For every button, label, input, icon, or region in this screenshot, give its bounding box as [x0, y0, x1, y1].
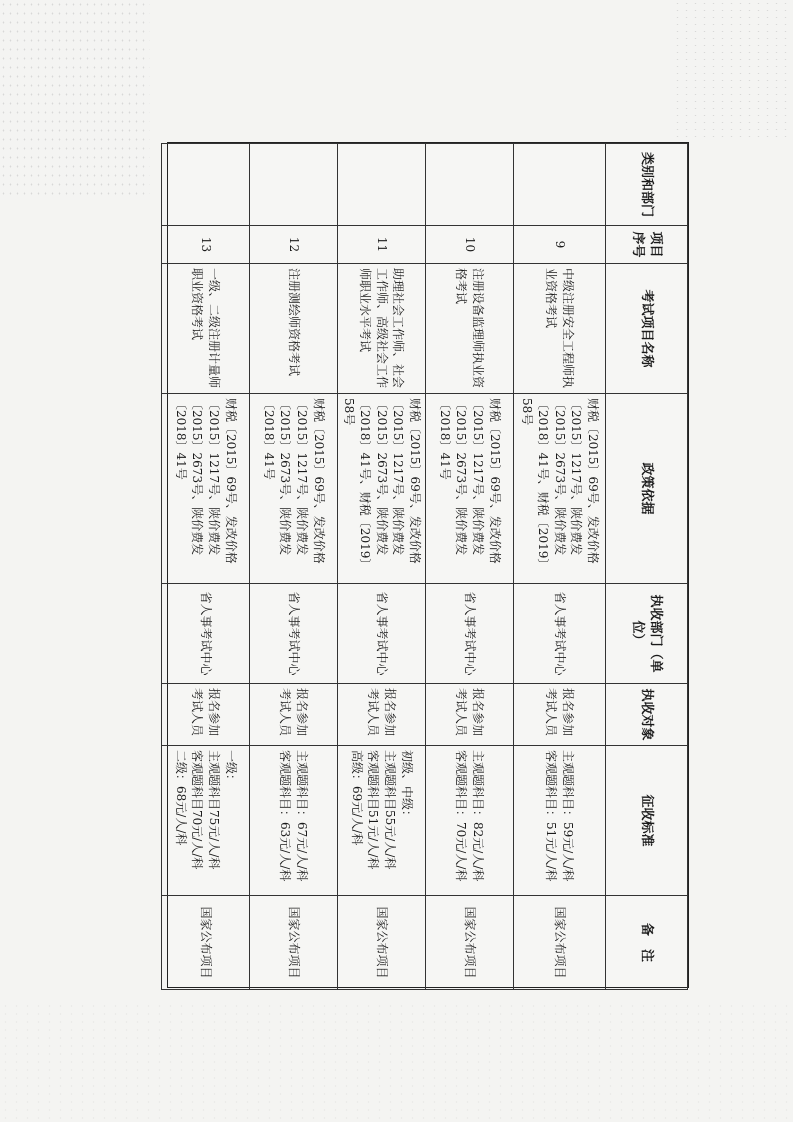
header-dept: 执收部门（单位） [606, 584, 688, 684]
target-cell: 报名参加考试人员 [514, 684, 606, 746]
policy-cell: 财税〔2015〕69号、发改价格〔2015〕1217号、陕价费发〔2015〕2673号、陕价费发〔2018〕41号 [162, 394, 250, 584]
category-cell [162, 144, 250, 226]
category-cell [338, 144, 426, 226]
target-cell: 报名参加考试人员 [250, 684, 338, 746]
note-cell: 国家公布项目 [338, 896, 426, 990]
header-seq: 项目序号 [606, 226, 688, 264]
standard-cell: 主观题科目：67元/人/科 客观题科目：63元/人/科 [250, 746, 338, 896]
dept-cell: 省人事考试中心 [514, 584, 606, 684]
standard-cell: 初级、中级： 主观题科目55元/人/科 客观题科目51元/人/科 高级：69元/人/科 [338, 746, 426, 896]
header-row [606, 144, 688, 990]
note-cell: 国家公布项目 [250, 896, 338, 990]
target-cell: 报名参加考试人员 [426, 684, 514, 746]
name-cell: 一级、二级注册计量师职业资格考试 [162, 264, 250, 394]
table-row [338, 144, 426, 990]
dept-cell: 省人事考试中心 [338, 584, 426, 684]
policy-cell: 财税〔2015〕69号、发改价格〔2015〕1217号、陕价费发〔2015〕2673号、陕价费发〔2018〕41号、财税〔2019〕58号 [514, 394, 606, 584]
name-cell: 注册测绘师资格考试 [250, 264, 338, 394]
note-cell: 国家公布项目 [162, 896, 250, 990]
header-name: 考试项目名称 [606, 264, 688, 394]
fee-table [167, 142, 689, 988]
table-row [250, 144, 338, 990]
seq-cell: 12 [250, 226, 338, 264]
table-row [514, 144, 606, 990]
standard-cell: 一级： 主观题科目75元/人/科 客观题科目70元/人/科 二级：68元/人/科 [162, 746, 250, 896]
header-policy: 政策依据 [606, 394, 688, 584]
standard-cell: 主观题科目：59元/人/科 客观题科目：51元/人/科 [514, 746, 606, 896]
seq-cell: 13 [162, 226, 250, 264]
header-target: 执收对象 [606, 684, 688, 746]
policy-cell: 财税〔2015〕69号、发改价格〔2015〕1217号、陕价费发〔2015〕2673号、陕价费发〔2018〕41号、财税〔2019〕58号 [338, 394, 426, 584]
standard-cell: 主观题科目：82元/人/科 客观题科目：70元/人/科 [426, 746, 514, 896]
policy-cell: 财税〔2015〕69号、发改价格〔2015〕1217号、陕价费发〔2015〕2673号、陕价费发〔2018〕41号 [426, 394, 514, 584]
category-cell [514, 144, 606, 226]
note-cell: 国家公布项目 [514, 896, 606, 990]
name-cell: 中级注册安全工程师执业资格考试 [514, 264, 606, 394]
scan-noise [0, 1002, 793, 1122]
dept-cell: 省人事考试中心 [426, 584, 514, 684]
scan-noise [0, 0, 150, 200]
header-category: 类别和部门 [606, 144, 688, 226]
table-row [426, 144, 514, 990]
dept-cell: 省人事考试中心 [162, 584, 250, 684]
category-cell [250, 144, 338, 226]
note-cell: 国家公布项目 [426, 896, 514, 990]
header-standard: 征收标准 [606, 746, 688, 896]
target-cell: 报名参加考试人员 [338, 684, 426, 746]
policy-cell: 财税〔2015〕69号、发改价格〔2015〕1217号、陕价费发〔2015〕2673号、陕价费发〔2018〕41号 [250, 394, 338, 584]
table-row [162, 144, 250, 990]
seq-cell: 10 [426, 226, 514, 264]
name-cell: 注册设备监理师执业资格考试 [426, 264, 514, 394]
target-cell: 报名参加考试人员 [162, 684, 250, 746]
category-cell [426, 144, 514, 226]
header-note: 备 注 [606, 896, 688, 990]
seq-cell: 11 [338, 226, 426, 264]
name-cell: 助理社会工作师、社会工作师、高级社会工作师职业水平考试 [338, 264, 426, 394]
seq-cell: 9 [514, 226, 606, 264]
dept-cell: 省人事考试中心 [250, 584, 338, 684]
scan-noise [673, 0, 793, 140]
